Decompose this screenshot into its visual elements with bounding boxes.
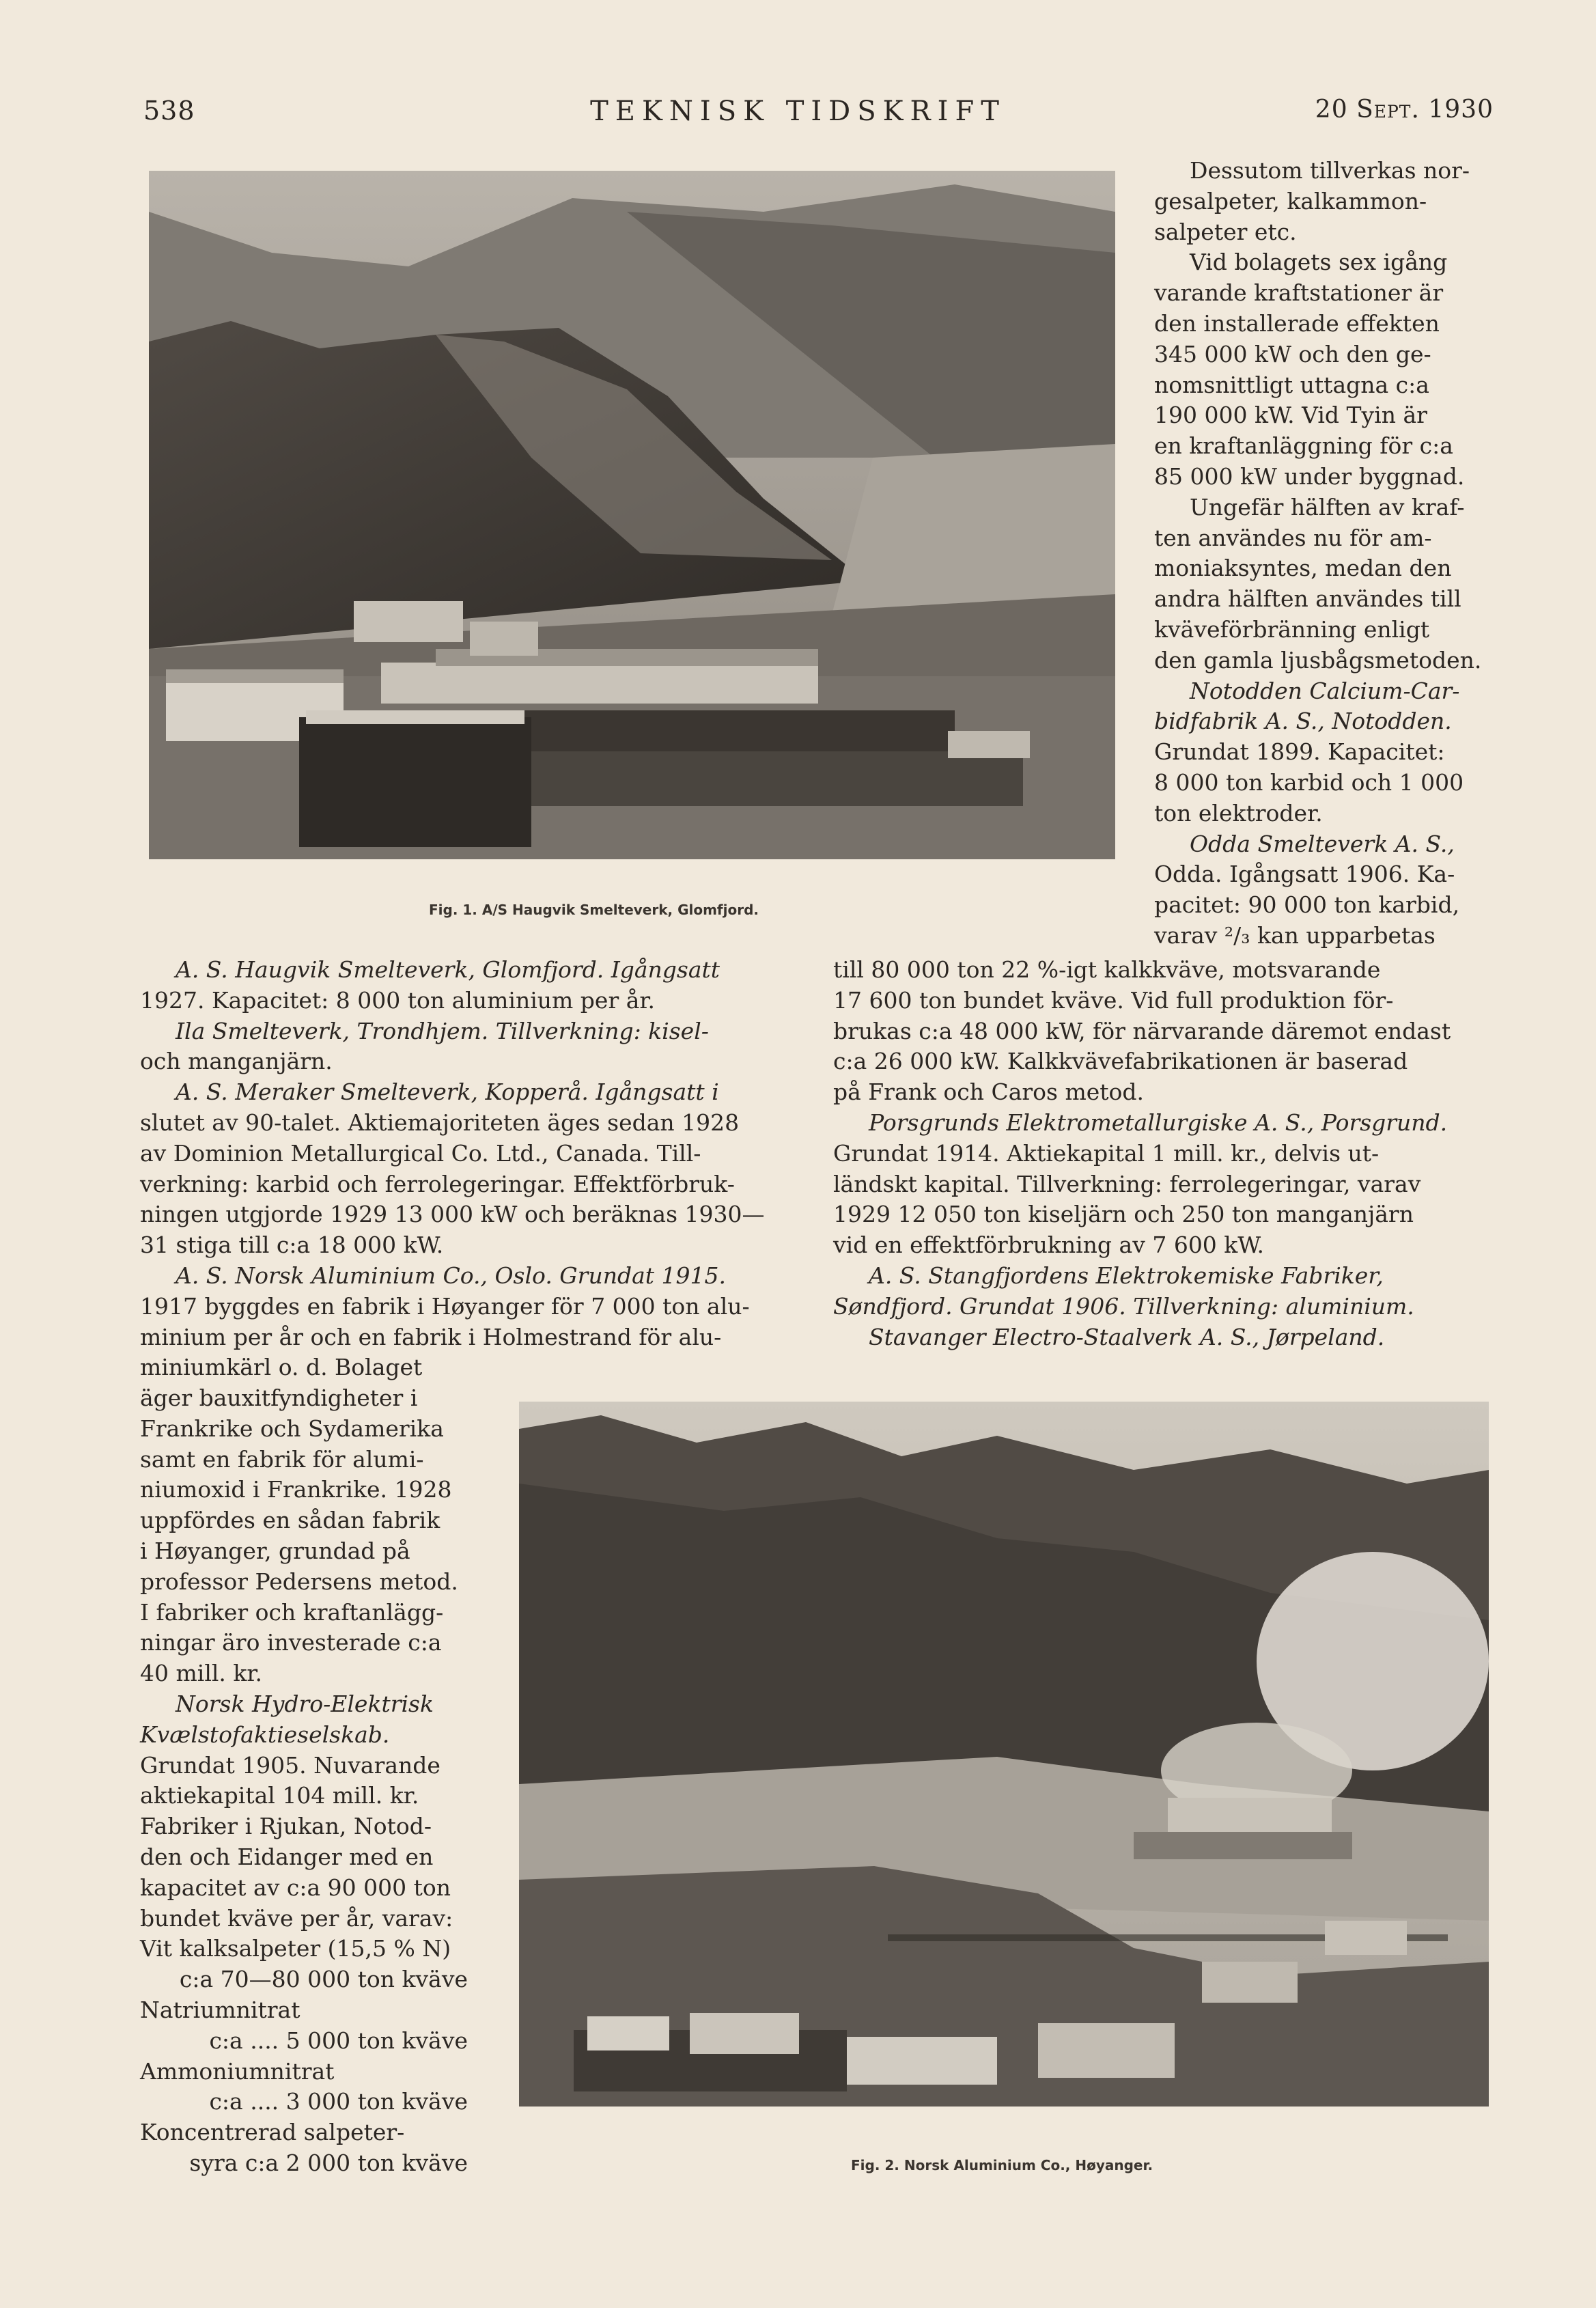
text-line: Odda. Igångsatt 1906. Ka-: [1154, 861, 1455, 888]
text-line: Kvælstofaktieselskab.: [140, 1721, 390, 1748]
text-line: ländskt kapital. Tillverkning: ferrolegeringar, varav: [833, 1170, 1421, 1197]
text-line: bundet kväve per år, varav:: [140, 1904, 453, 1932]
text-line-italic: [833, 1322, 1490, 1353]
text-line: c:a .... 3 000 ton kväve: [209, 2088, 468, 2115]
text-line: 1927. Kapacitet: 8 000 ton aluminium per år.: [140, 986, 656, 1014]
figure-1-caption: Fig. 1. A/S Haugvik Smelteverk, Glomfjord.: [429, 902, 759, 918]
text-line: en kraftanläggning för c:a: [1154, 432, 1453, 460]
text-line: Ammoniumnitrat: [140, 2057, 335, 2085]
text-line: 190 000 kW. Vid Tyin är: [1154, 402, 1427, 429]
text-line: moniaksyntes, medan den: [1154, 555, 1452, 582]
figure-1-photo: [149, 171, 1115, 859]
journal-title: TEKNISK TIDSKRIFT: [590, 96, 1006, 127]
text-line: slutet av 90-talet. Aktiemajoriteten äges sedan 1928: [140, 1109, 740, 1136]
text-line: Frankrike och Sydamerika: [140, 1415, 444, 1442]
text-line: Stavanger Electro-Staalverk A. S., Jørpeland.: [869, 1323, 1385, 1350]
text-line: i Høyanger, grundad på: [140, 1537, 410, 1564]
text-line-italic: [1154, 829, 1494, 860]
text-line: ningen utgjorde 1929 13 000 kW och beräknas 1930—: [140, 1201, 765, 1228]
text-line: A. S. Haugvik Smelteverk, Glomfjord. Igångsatt: [176, 956, 720, 983]
text-line: Fabriker i Rjukan, Notod-: [140, 1813, 432, 1840]
text-line: verkning: karbid och ferrolegeringar. Effektförbruk-: [140, 1170, 735, 1197]
text-line: bidfabrik A. S., Notodden.: [1154, 708, 1452, 735]
right-column-lower: [833, 955, 1490, 1352]
figure-2-photo: [519, 1402, 1489, 2107]
text-line: syra c:a 2 000 ton kväve: [189, 2149, 468, 2176]
text-line: varav ²/₃ kan upparbetas: [1154, 921, 1436, 949]
text-line: miniumkärl o. d. Bolaget: [140, 1354, 423, 1381]
text-line-italic: [833, 1261, 1490, 1292]
text-line: 17 600 ton bundet kväve. Vid full produktion för-: [833, 986, 1394, 1014]
text-line: Vit kalksalpeter (15,5 % N): [140, 1935, 451, 1962]
text-line: salpeter etc.: [1154, 218, 1297, 245]
text-line: kväveförbränning enligt: [1154, 615, 1430, 643]
text-line: Ungefär hälften av kraf-: [1190, 493, 1465, 520]
text-line: den gamla ljusbågsmetoden.: [1154, 646, 1482, 673]
text-line: c:a 26 000 kW. Kalkkvävefabrikationen är baserad: [833, 1048, 1408, 1075]
text-line: på Frank och Caros metod.: [833, 1079, 1145, 1106]
text-line: brukas c:a 48 000 kW, för närvarande däremot endast: [833, 1017, 1451, 1044]
text-line-italic: [140, 1720, 468, 1751]
text-line: vid en effektförbrukning av 7 600 kW.: [833, 1232, 1264, 1259]
issue-date: [1315, 96, 1494, 124]
text-line: Natriumnitrat: [140, 1996, 300, 2023]
text-line: Notodden Calcium-Car-: [1190, 677, 1460, 704]
right-column-upper: [1154, 156, 1494, 951]
text-line: den och Eidanger med en: [140, 1843, 434, 1870]
text-line: den installerade effekten: [1154, 309, 1440, 337]
left-column-lower: [140, 1383, 468, 2179]
text-line: Norsk Hydro-Elektrisk: [176, 1690, 434, 1717]
text-line-italic: [1154, 676, 1494, 707]
text-line: nomsnittligt uttagna c:a: [1154, 371, 1429, 398]
text-line: kapacitet av c:a 90 000 ton: [140, 1874, 451, 1901]
text-line-italic: [833, 1292, 1490, 1322]
left-column-upper: [140, 955, 801, 1383]
date-month: Sept.: [1356, 96, 1420, 124]
text-line: pacitet: 90 000 ton karbid,: [1154, 891, 1460, 919]
text-line-italic: [140, 1077, 801, 1108]
text-line: professor Pedersens metod.: [140, 1568, 458, 1595]
text-line: samt en fabrik för alumi-: [140, 1445, 424, 1473]
text-line: niumoxid i Frankrike. 1928: [140, 1476, 452, 1503]
text-line: Søndfjord. Grundat 1906. Tillverkning: aluminium.: [833, 1292, 1414, 1320]
text-line: uppfördes en sådan fabrik: [140, 1507, 440, 1534]
text-line: 31 stiga till c:a 18 000 kW.: [140, 1232, 444, 1259]
text-line: ten användes nu för am-: [1154, 524, 1432, 551]
text-line: minium per år och en fabrik i Holmestrand för alu-: [140, 1323, 722, 1350]
text-line: Odda Smelteverk A. S.,: [1190, 830, 1455, 857]
text-line: varande kraftstationer är: [1154, 279, 1444, 307]
text-line-italic: [833, 1108, 1490, 1139]
date-day: 20: [1315, 96, 1348, 124]
text-line: 8 000 ton karbid och 1 000: [1154, 768, 1464, 796]
text-line: till 80 000 ton 22 %-igt kalkkväve, motsvarande: [833, 956, 1381, 983]
text-line: A. S. Stangfjordens Elektrokemiske Fabriker,: [869, 1262, 1384, 1289]
text-line-italic: [140, 1689, 468, 1720]
text-line: 1917 byggdes en fabrik i Høyanger för 7 000 ton alu-: [140, 1292, 750, 1320]
text-line: 40 mill. kr.: [140, 1660, 263, 1687]
text-line-italic: [140, 955, 801, 986]
text-line: 345 000 kW och den ge-: [1154, 340, 1431, 367]
text-line: Porsgrunds Elektrometallurgiske A. S., Porsgrund.: [869, 1109, 1448, 1136]
text-line: I fabriker och kraftanlägg-: [140, 1598, 444, 1626]
text-line: av Dominion Metallurgical Co. Ltd., Canada. Till-: [140, 1139, 701, 1167]
text-line: Vid bolagets sex igång: [1190, 249, 1448, 276]
text-line-italic: [1154, 706, 1494, 737]
text-line: A. S. Meraker Smelteverk, Kopperå. Igångsatt i: [176, 1079, 719, 1106]
text-line: och manganjärn.: [140, 1048, 333, 1075]
text-line: äger bauxitfyndigheter i: [140, 1385, 418, 1411]
text-line: 85 000 kW under byggnad.: [1154, 462, 1465, 490]
text-line: Grundat 1899. Kapacitet:: [1154, 738, 1445, 766]
text-line: ton elektroder.: [1154, 799, 1323, 826]
text-line: andra hälften användes till: [1154, 585, 1461, 613]
text-line: gesalpeter, kalkammon-: [1154, 187, 1427, 214]
figure-2-caption: Fig. 2. Norsk Aluminium Co., Høyanger.: [851, 2157, 1153, 2173]
text-line-italic: [140, 1016, 801, 1047]
text-line: Grundat 1905. Nuvarande: [140, 1751, 440, 1779]
page-number: 538: [143, 96, 195, 126]
text-line: Grundat 1914. Aktiekapital 1 mill. kr., delvis ut-: [833, 1139, 1380, 1167]
text-line: Dessutom tillverkas nor-: [1190, 157, 1470, 184]
date-year: 1930: [1428, 96, 1494, 124]
text-line: Ila Smelteverk, Trondhjem. Tillverkning: kisel-: [176, 1017, 709, 1044]
text-line: c:a .... 5 000 ton kväve: [209, 2027, 468, 2054]
text-line: aktiekapital 104 mill. kr.: [140, 1782, 419, 1809]
text-line: ningar äro investerade c:a: [140, 1629, 442, 1656]
text-line-italic: [140, 1261, 801, 1292]
text-line: A. S. Norsk Aluminium Co., Oslo. Grundat 1915.: [176, 1262, 726, 1289]
text-line: 1929 12 050 ton kiseljärn och 250 ton manganjärn: [833, 1201, 1414, 1228]
text-line: c:a 70—80 000 ton kväve: [179, 1966, 468, 1993]
text-line: Koncentrerad salpeter-: [140, 2119, 405, 2146]
